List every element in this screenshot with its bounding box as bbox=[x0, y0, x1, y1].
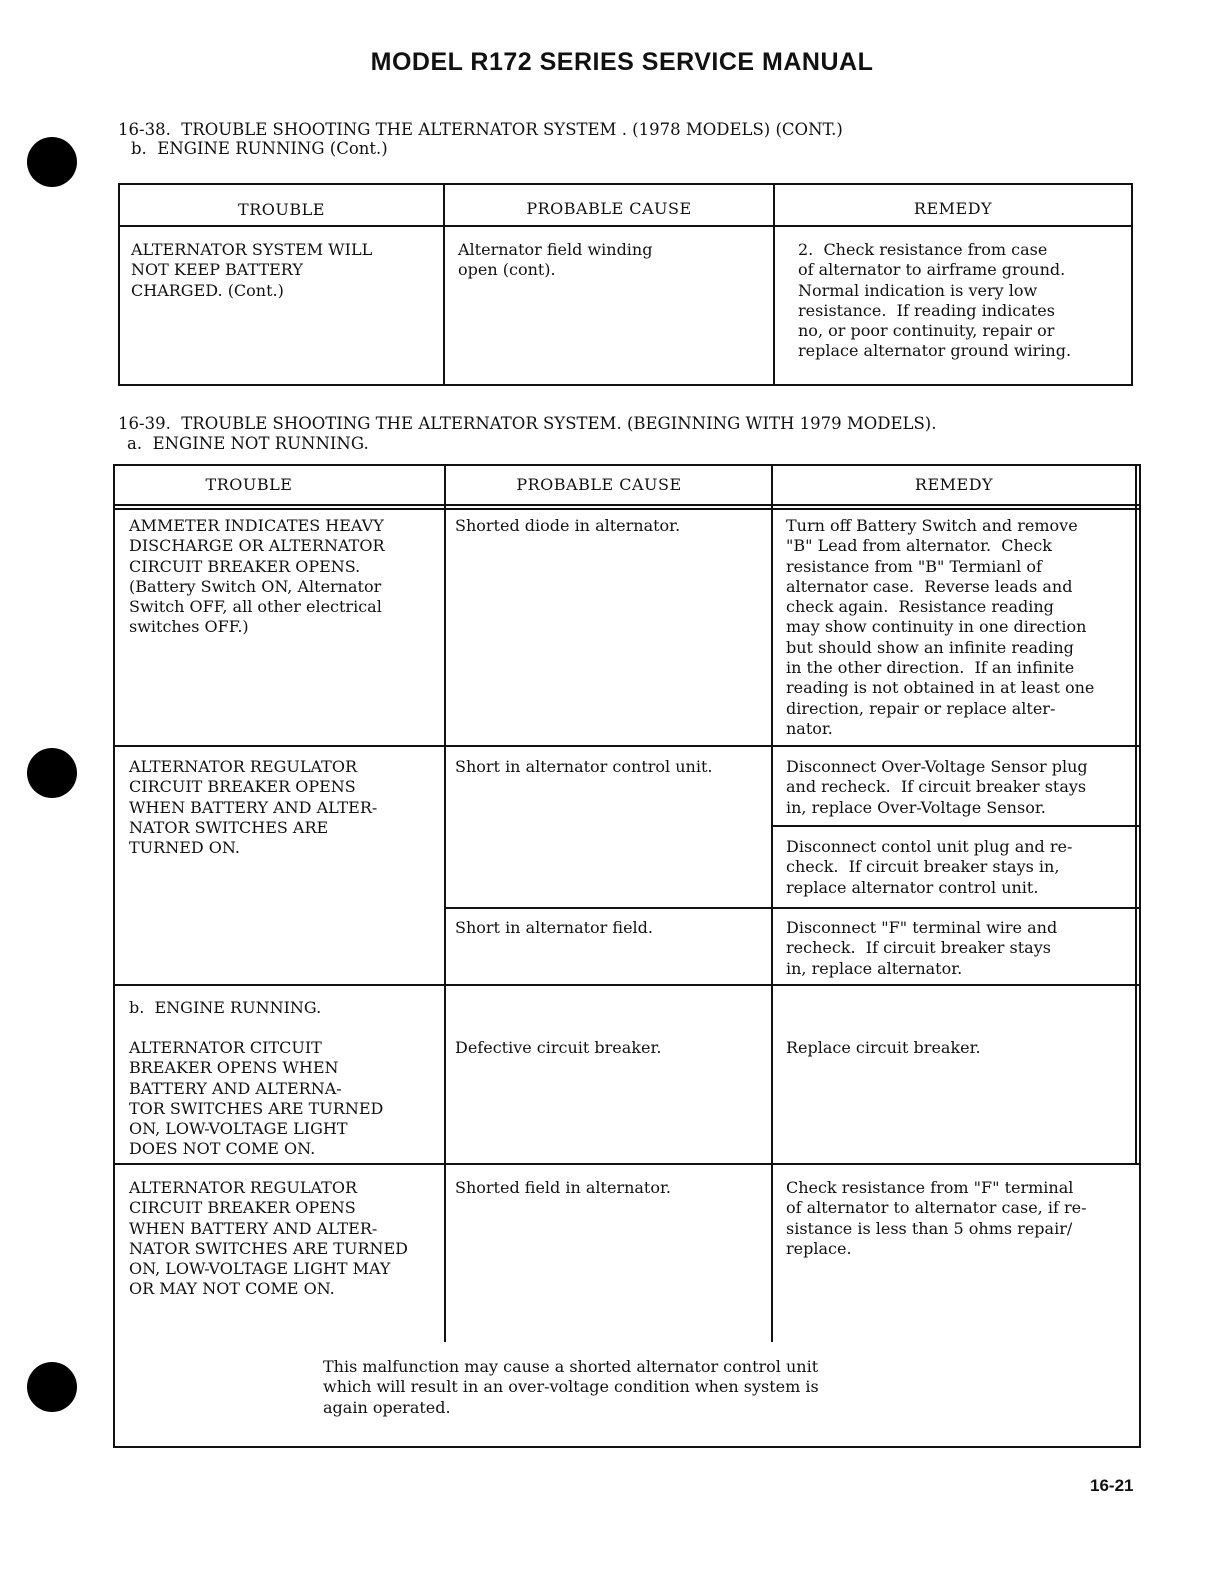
section2-heading: 16-39. TROUBLE SHOOTING THE ALTERNATOR SYSTEM. (BEGINNING WITH 1979 MODELS). bbox=[118, 414, 937, 433]
remedy-cell: Disconnect Over-Voltage Sensor plug and recheck. If circuit breaker stays in, replace Over-Voltage Sensor. bbox=[786, 757, 1088, 817]
cause-cell: Defective circuit breaker. bbox=[455, 1038, 662, 1057]
trouble-cell: AMMETER INDICATES HEAVY DISCHARGE OR ALTERNATOR CIRCUIT BREAKER OPENS. (Battery Switch ON, Alternator Switch OFF, all other electrical switches OFF.) bbox=[129, 516, 385, 637]
column-header-probable-cause: PROBABLE CAUSE bbox=[516, 475, 682, 494]
column-header-remedy: REMEDY bbox=[914, 475, 994, 494]
cause-cell: Alternator field winding open (cont). bbox=[458, 240, 653, 280]
binder-hole-middle bbox=[27, 748, 77, 798]
malfunction-note: This malfunction may cause a shorted alternator control unit which will result in an over-voltage condition when system is again operated. bbox=[323, 1357, 819, 1417]
engine-running-label: b. ENGINE RUNNING. bbox=[129, 998, 322, 1017]
section1-heading: 16-38. TROUBLE SHOOTING THE ALTERNATOR SYSTEM . (1978 MODELS) (CONT.) bbox=[118, 120, 843, 139]
cause-cell: Short in alternator control unit. bbox=[455, 757, 713, 776]
page-title: MODEL R172 SERIES SERVICE MANUAL bbox=[370, 48, 874, 76]
remedy-cell: 2. Check resistance from case of alternator to airframe ground. Normal indication is very low resistance. If reading indicates no, or poor continuity, repair or replace alternator ground wiring. bbox=[798, 240, 1072, 361]
section2-table bbox=[113, 464, 1141, 1448]
trouble-cell: ALTERNATOR REGULATOR CIRCUIT BREAKER OPENS WHEN BATTERY AND ALTER- NATOR SWITCHES ARE TURNED ON. bbox=[129, 757, 378, 858]
column-header-remedy: REMEDY bbox=[913, 199, 993, 218]
remedy-cell: Replace circuit breaker. bbox=[786, 1038, 981, 1057]
cause-cell: Short in alternator field. bbox=[455, 918, 653, 937]
section1-table bbox=[118, 183, 1133, 386]
remedy-cell: Check resistance from "F" terminal of alternator to alternator case, if re- sistance is less than 5 ohms repair/ replace. bbox=[786, 1178, 1087, 1258]
trouble-cell: ALTERNATOR CITCUIT BREAKER OPENS WHEN BATTERY AND ALTERNA- TOR SWITCHES ARE TURNED ON, LOW-VOLTAGE LIGHT DOES NOT COME ON. bbox=[129, 1038, 384, 1159]
section2-subheading: a. ENGINE NOT RUNNING. bbox=[127, 434, 369, 453]
page-number: 16-21 bbox=[1090, 1476, 1134, 1495]
trouble-cell: ALTERNATOR REGULATOR CIRCUIT BREAKER OPENS WHEN BATTERY AND ALTER- NATOR SWITCHES ARE TURNED ON, LOW-VOLTAGE LIGHT MAY OR MAY NOT COME ON. bbox=[129, 1178, 408, 1299]
section1-subheading: b. ENGINE RUNNING (Cont.) bbox=[131, 139, 388, 158]
remedy-cell: Disconnect contol unit plug and re- check. If circuit breaker stays in, replace alternator control unit. bbox=[786, 837, 1073, 897]
remedy-cell: Turn off Battery Switch and remove "B" Lead from alternator. Check resistance from "B" Termianl of alternator case. Reverse leads and check again. Resistance reading may show continuity in one direction but should show an infinite reading in the other direction. If an infinite reading is not obtained in at least one direction, repair or replace alter- nator. bbox=[786, 516, 1095, 738]
cause-cell: Shorted diode in alternator. bbox=[455, 516, 681, 535]
binder-hole-bottom bbox=[27, 1362, 77, 1412]
column-header-trouble: TROUBLE bbox=[205, 475, 293, 494]
remedy-cell: Disconnect "F" terminal wire and recheck. If circuit breaker stays in, replace alternator. bbox=[786, 918, 1058, 978]
binder-hole-top bbox=[27, 137, 77, 187]
column-header-trouble: TROUBLE bbox=[238, 200, 325, 219]
cause-cell: Shorted field in alternator. bbox=[455, 1178, 671, 1197]
trouble-cell: ALTERNATOR SYSTEM WILL NOT KEEP BATTERY CHARGED. (Cont.) bbox=[131, 240, 373, 300]
column-header-probable-cause: PROBABLE CAUSE bbox=[526, 199, 692, 218]
